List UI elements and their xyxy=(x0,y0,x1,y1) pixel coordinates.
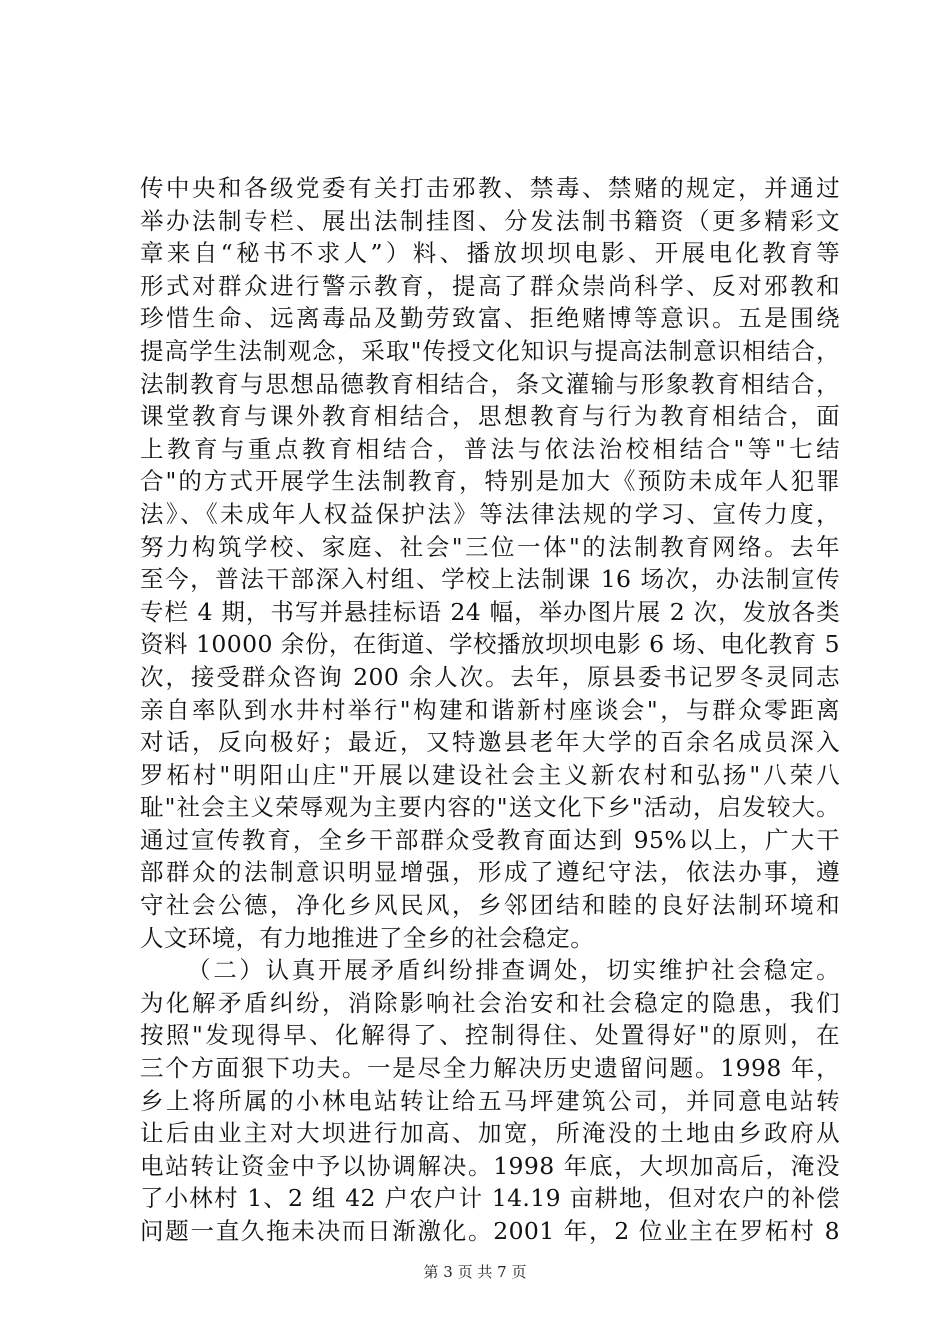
text-line: 形式对群众进行警示教育，提高了群众崇尚科学、反对邪教和 xyxy=(140,271,840,300)
text-line: 让后由业主对大坝进行加高、加宽，所淹没的土地由乡政府从 xyxy=(140,1119,840,1148)
text-line: 传中央和各级党委有关打击邪教、禁毒、禁赌的规定，并通过 xyxy=(140,174,840,202)
text-line: 资料 10000 余份，在街道、学校播放坝坝电影 6 场、电化教育 5 xyxy=(140,630,840,659)
paragraph-heading-line: （二）认真开展矛盾纠纷排查调处，切实维护社会稳定。 xyxy=(187,956,840,985)
text-line: 乡上将所属的小林电站转让给五马坪建筑公司，并同意电站转 xyxy=(140,1086,840,1115)
text-line: 努力构筑学校、家庭、社会"三位一体"的法制教育网络。去年 xyxy=(140,532,840,561)
text-line: 耻"社会主义荣辱观为主要内容的"送文化下乡"活动，启发较大。 xyxy=(140,793,840,822)
text-line: 按照"发现得早、化解得了、控制得住、处置得好"的原则，在 xyxy=(140,1021,840,1050)
text-line: 守社会公德，净化乡风民风，乡邻团结和睦的良好法制环境和 xyxy=(140,891,840,920)
text-line: 罗柘村"明阳山庄"开展以建设社会主义新农村和弘扬"八荣八 xyxy=(140,760,840,789)
text-line: 举办法制专栏、展出法制挂图、分发法制书籍资（更多精彩文 xyxy=(140,206,840,235)
text-line: 亲自率队到水井村举行"构建和谐新村座谈会"，与群众零距离 xyxy=(140,695,840,724)
text-line: 上教育与重点教育相结合，普法与依法治校相结合"等"七结 xyxy=(140,434,840,463)
text-line: 提高学生法制观念，采取"传授文化知识与提高法制意识相结合， xyxy=(140,336,840,365)
text-line: 三个方面狠下功夫。一是尽全力解决历史遗留问题。1998 年， xyxy=(140,1054,840,1083)
text-line: 了小林村 1、2 组 42 户农户计 14.19 亩耕地，但对农户的补偿 xyxy=(140,1184,840,1213)
text-line: 对话，反向极好；最近，又特邀县老年大学的百余名成员深入 xyxy=(140,728,840,757)
text-line: 法》、《未成年人权益保护法》等法律法规的学习、宣传力度， xyxy=(140,499,840,528)
text-line: 珍惜生命、远离毒品及勤劳致富、拒绝赌博等意识。五是围绕 xyxy=(140,304,840,333)
text-line: 问题一直久拖未决而日渐激化。2001 年，2 位业主在罗柘村 8 xyxy=(140,1217,840,1245)
paragraph-end-line: 人文环境，有力地推进了全乡的社会稳定。 xyxy=(140,923,595,952)
text-line: 合"的方式开展学生法制教育，特别是加大《预防未成年人犯罪 xyxy=(140,467,840,496)
document-body xyxy=(140,172,840,1248)
text-line: 次，接受群众咨询 200 余人次。去年，原县委书记罗冬灵同志 xyxy=(140,662,840,691)
text-line: 章来自“秘书不求人”）料、播放坝坝电影、开展电化教育等 xyxy=(140,239,840,268)
text-line: 课堂教育与课外教育相结合，思想教育与行为教育相结合，面 xyxy=(140,402,840,431)
text-line: 通过宣传教育，全乡干部群众受教育面达到 95%以上，广大干 xyxy=(140,825,840,854)
text-line: 电站转让资金中予以协调解决。1998 年底，大坝加高后，淹没 xyxy=(140,1151,840,1180)
text-line: 为化解矛盾纠纷，消除影响社会治安和社会稳定的隐患，我们 xyxy=(140,988,840,1017)
page-number-footer: 第 3 页 共 7 页 xyxy=(423,1263,527,1281)
text-line: 部群众的法制意识明显增强，形成了遵纪守法，依法办事，遵 xyxy=(140,858,840,887)
text-line: 至今，普法干部深入村组、学校上法制课 16 场次，办法制宣传 xyxy=(140,565,840,594)
text-line: 法制教育与思想品德教育相结合，条文灌输与形象教育相结合， xyxy=(140,369,840,398)
text-line: 专栏 4 期，书写并悬挂标语 24 幅，举办图片展 2 次，发放各类 xyxy=(140,597,840,626)
